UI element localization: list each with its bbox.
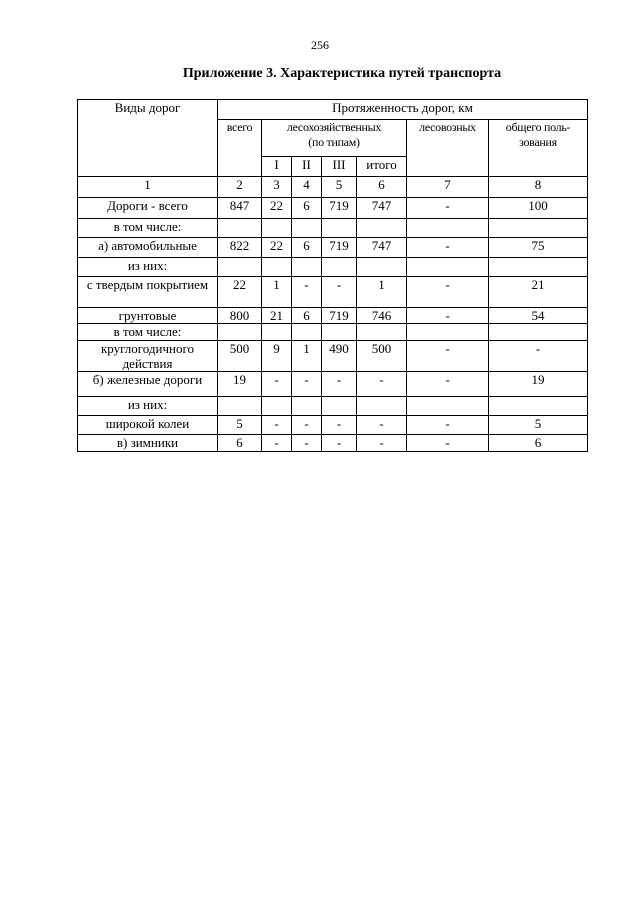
table-cell [218, 219, 262, 238]
table-cell: 1 [262, 277, 292, 308]
row-label: а) автомобильные [78, 238, 218, 258]
table-cell [218, 258, 262, 277]
table-cell [407, 219, 489, 238]
table-cell: 54 [489, 308, 588, 324]
table-cell [489, 324, 588, 341]
table-cell: - [489, 341, 588, 372]
table-cell: 746 [357, 308, 407, 324]
table-cell: - [292, 277, 322, 308]
table-cell: 6 [292, 238, 322, 258]
table-cell: - [262, 435, 292, 452]
table-row [78, 397, 588, 416]
table-cell: 9 [262, 341, 292, 372]
table-cell [357, 397, 407, 416]
column-number: 7 [407, 177, 489, 198]
table-cell: 500 [218, 341, 262, 372]
column-number: 4 [292, 177, 322, 198]
row-label: из них: [78, 397, 218, 416]
table-row [78, 238, 588, 258]
page-title: Приложение 3. Характеристика путей транспорта [182, 66, 502, 81]
header-road-types: Виды дорог [78, 100, 218, 177]
roads-table [77, 99, 588, 452]
table-cell: - [292, 372, 322, 397]
header-public-line1: общего поль- [505, 120, 571, 134]
table-cell: - [407, 372, 489, 397]
table-cell: - [407, 277, 489, 308]
column-number: 6 [357, 177, 407, 198]
column-number: 8 [489, 177, 588, 198]
table-cell: 22 [218, 277, 262, 308]
table-row [78, 277, 588, 308]
table-cell [322, 324, 357, 341]
table-cell: - [322, 435, 357, 452]
table-row [78, 324, 588, 341]
table-cell [262, 324, 292, 341]
table-cell: - [262, 372, 292, 397]
table-cell: - [407, 308, 489, 324]
table-cell: 500 [357, 341, 407, 372]
table-cell: - [407, 341, 489, 372]
row-label: из них: [78, 258, 218, 277]
table-cell: 6 [218, 435, 262, 452]
table-row [78, 341, 588, 372]
table-cell [407, 397, 489, 416]
header-row-1 [78, 100, 588, 120]
table-cell: 747 [357, 198, 407, 219]
table-cell: - [407, 416, 489, 435]
header-type-1: I [262, 157, 292, 177]
table-cell [292, 324, 322, 341]
row-label: Дороги - всего [78, 198, 218, 219]
table-cell: 490 [322, 341, 357, 372]
table-cell: - [322, 277, 357, 308]
header-forestry-line1: лесохозяйственных [286, 120, 382, 134]
header-forestry [262, 120, 407, 157]
table-cell [322, 219, 357, 238]
table-cell [357, 258, 407, 277]
table-cell: 22 [262, 198, 292, 219]
header-public [489, 120, 588, 177]
table-cell: 719 [322, 238, 357, 258]
column-numbers-row [78, 177, 588, 198]
table-cell: - [407, 435, 489, 452]
table-cell [218, 397, 262, 416]
row-label: б) железные дороги [78, 372, 218, 397]
table-cell [489, 258, 588, 277]
table-cell: - [407, 238, 489, 258]
table-cell: 21 [262, 308, 292, 324]
table-cell: - [292, 416, 322, 435]
table-cell: 847 [218, 198, 262, 219]
row-label: широкой колеи [78, 416, 218, 435]
page-number: 256 [311, 38, 329, 52]
header-timber: лесовозных [407, 120, 489, 177]
table-row [78, 435, 588, 452]
header-type-2: II [292, 157, 322, 177]
row-label: в) зимники [78, 435, 218, 452]
column-number: 5 [322, 177, 357, 198]
table-cell [322, 258, 357, 277]
table-cell: 75 [489, 238, 588, 258]
column-number: 3 [262, 177, 292, 198]
table-cell: 19 [489, 372, 588, 397]
table-cell [489, 397, 588, 416]
column-number: 1 [78, 177, 218, 198]
table-cell: 719 [322, 308, 357, 324]
table-cell: - [322, 416, 357, 435]
table-cell: - [322, 372, 357, 397]
table-body [78, 198, 588, 452]
table-cell: 822 [218, 238, 262, 258]
table-cell: 6 [489, 435, 588, 452]
header-forestry-line2: (по типам) [308, 135, 360, 149]
table-cell [262, 397, 292, 416]
table-row [78, 258, 588, 277]
row-label: круглогодичного действия [78, 341, 218, 372]
header-type-3: III [322, 157, 357, 177]
column-number: 2 [218, 177, 262, 198]
table-row [78, 372, 588, 397]
table-cell: - [357, 416, 407, 435]
row-label: с твердым покрытием [78, 277, 218, 308]
row-label: в том числе: [78, 219, 218, 238]
table-cell [407, 258, 489, 277]
header-length-group: Протяженность дорог, км [218, 100, 588, 120]
header-type-sum: итого [357, 157, 407, 177]
table-cell: - [407, 198, 489, 219]
table-cell: 1 [357, 277, 407, 308]
table-row [78, 308, 588, 324]
table-cell [262, 219, 292, 238]
table-cell: - [292, 435, 322, 452]
table-cell: - [262, 416, 292, 435]
header-total: всего [218, 120, 262, 177]
table-cell [357, 324, 407, 341]
table-cell [357, 219, 407, 238]
table-row [78, 219, 588, 238]
table-cell [407, 324, 489, 341]
table-cell: 22 [262, 238, 292, 258]
table-cell: 800 [218, 308, 262, 324]
table-cell: 719 [322, 198, 357, 219]
table-row [78, 416, 588, 435]
row-label: в том числе: [78, 324, 218, 341]
table-cell [262, 258, 292, 277]
table-cell: 19 [218, 372, 262, 397]
table-cell: 1 [292, 341, 322, 372]
table-cell [218, 324, 262, 341]
row-label: грунтовые [78, 308, 218, 324]
table-cell: 6 [292, 198, 322, 219]
table-cell [292, 258, 322, 277]
header-public-line2: зования [519, 135, 557, 149]
table-cell [489, 219, 588, 238]
table-row [78, 198, 588, 219]
table-cell: 747 [357, 238, 407, 258]
table-cell: - [357, 435, 407, 452]
table-cell [292, 397, 322, 416]
table-cell [322, 397, 357, 416]
table-cell: 5 [218, 416, 262, 435]
table-cell: 100 [489, 198, 588, 219]
table-cell: - [357, 372, 407, 397]
table-cell: 21 [489, 277, 588, 308]
table-cell [292, 219, 322, 238]
table-cell: 6 [292, 308, 322, 324]
table-cell: 5 [489, 416, 588, 435]
